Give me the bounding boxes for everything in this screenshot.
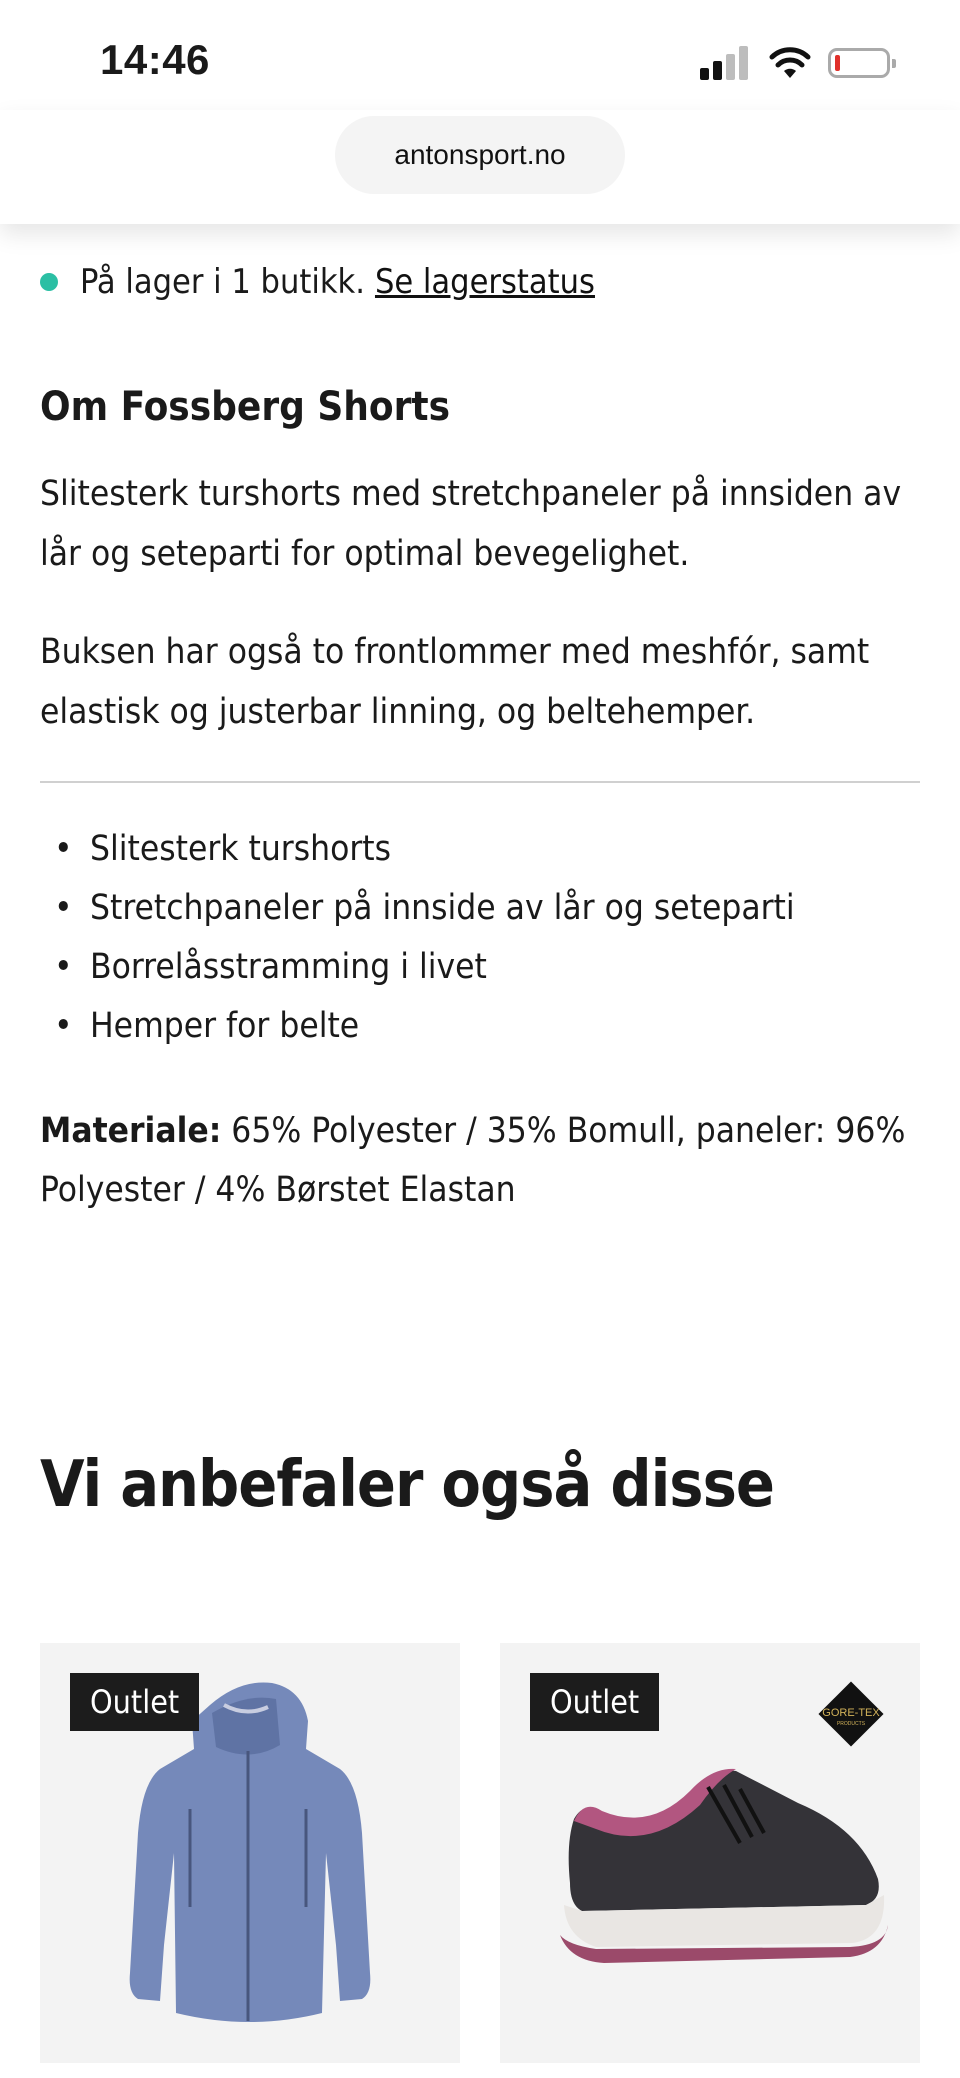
stock-status	[40, 262, 595, 302]
product-about-heading: Om Fossberg Shorts	[40, 384, 451, 430]
stock-status-link[interactable]: Se lagerstatus	[374, 262, 595, 302]
product-card[interactable]	[40, 1643, 460, 2063]
feature-list	[40, 820, 795, 1056]
gore-tex-logo-icon	[812, 1675, 890, 1753]
outlet-badge: Outlet	[70, 1673, 199, 1731]
feature-item: • Borrelåsstramming i livet	[40, 938, 795, 997]
status-bar	[0, 0, 960, 110]
feature-item: • Stretchpaneler på innside av lår og seteparti	[40, 879, 795, 938]
stock-text: På lager i 1 butikk.	[80, 262, 365, 302]
svg-text:GORE-TEX: GORE-TEX	[822, 1707, 880, 1719]
divider	[40, 781, 920, 783]
cellular-signal-icon	[700, 46, 752, 80]
product-description-paragraph: Slitesterk turshorts med stretchpaneler på innsiden av lår og seteparti for optimal bevegelighet.	[40, 474, 902, 574]
material-info	[40, 1102, 920, 1220]
feature-item: • Slitesterk turshorts	[40, 820, 795, 879]
browser-address-bar	[0, 110, 960, 224]
status-time: 14:46	[100, 36, 210, 83]
product-description-paragraph: Buksen har også to frontlommer med meshfór, samt elastisk og justerbar linning, og beltehemper.	[40, 632, 870, 732]
svg-text:PRODUCTS: PRODUCTS	[836, 1721, 866, 1727]
wifi-icon	[768, 44, 812, 80]
product-card[interactable]	[500, 1643, 920, 2063]
url-field[interactable]: antonsport.no	[335, 116, 625, 194]
outlet-badge: Outlet	[530, 1673, 659, 1731]
recommendations-heading: Vi anbefaler også disse	[40, 1448, 774, 1522]
material-value: 65% Polyester / 35% Bomull, paneler: 96% Polyester / 4% Børstet Elastan	[40, 1111, 906, 1210]
feature-item: • Hemper for belte	[40, 997, 795, 1056]
in-stock-dot-icon	[40, 273, 58, 291]
material-label: Materiale:	[40, 1111, 222, 1151]
battery-icon	[828, 48, 890, 78]
